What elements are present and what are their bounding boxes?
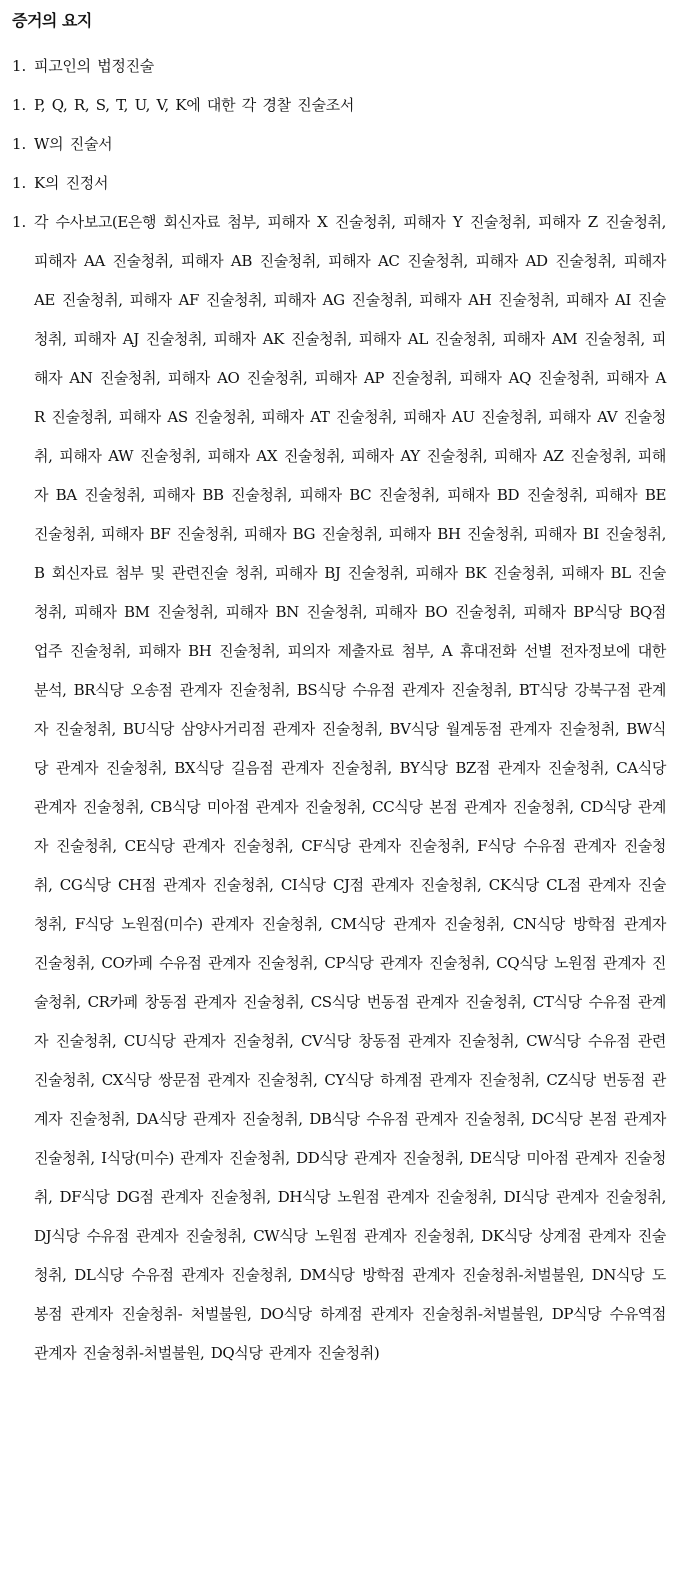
list-item <box>12 86 666 125</box>
item-number: 1. <box>12 57 27 75</box>
item-number: 1. <box>12 213 27 231</box>
item-text: 피고인의 법정진술 <box>34 57 154 75</box>
section-heading: 증거의 요지 <box>12 11 92 30</box>
item-text: P, Q, R, S, T, U, V, K에 대한 각 경찰 진술조서 <box>34 96 355 114</box>
item-text: 각 수사보고(E은행 회신자료 첨부, 피해자 X 진술청취, 피해자 Y 진술청취, 피해자 Z 진술청취, 피해자 AA 진술청취, 피해자 AB 진술청취, 피해자 AC 진술청취, 피해자 AD 진술청취, 피해자 AE 진술청취, 피해자 AF 진술청취, 피해자 AG 진술청취, 피해자 AH 진술청취, 피해자 AI 진술청취, 피해자 AJ 진술청취, 피해자 AK 진술청취, 피해자 AL 진술청취, 피해자 AM 진술청취, 피해자 AN 진술청취, 피해자 AO 진술청취, 피해자 AP 진술청취, 피해자 AQ 진술청취, 피해자 AR 진술청취, 피해자 AS 진술청취, 피해자 AT 진술청취, 피해자 AU 진술청취, 피해자 AV 진술청취, 피해자 AW 진술청취, 피해자 AX 진술청취, 피해자 AY 진술청취, 피해자 AZ 진술청취, 피해자 BA 진술청취, 피해자 BB 진술청취, 피해자 BC 진술청취, 피해자 BD 진술청취, 피해자 BE 진술청취, 피해자 BF 진술청취, 피해자 BG 진술청취, 피해자 BH 진술청취, 피해자 BI 진술청취, B 회신자료 첨부 및 관련진술 청취, 피해자 BJ 진술청취, 피해자 BK 진술청취, 피해자 BL 진술청취, 피해자 BM 진술청취, 피해자 BN 진술청취, 피해자 BO 진술청취, 피해자 BP식당 BQ점 업주 진술청취, 피해자 BH 진술청취, 피의자 제출자료 첨부, A 휴대전화 선별 전자정보에 대한 분석, BR식당 오송점 관계자 진술청취, BS식당 수유점 관계자 진술청취, BT식당 강북구점 관계자 진술청취, BU식당 삼양사거리점 관계자 진술청취, BV식당 월계동점 관계자 진술청취, BW식당 관계자 진술청취, BX식당 길음점 관계자 진술청취, BY식당 BZ점 관계자 진술청취, CA식당 관계자 진술청취, CB식당 미아점 관계자 진술청취, CC식당 본점 관계자 진술청취, CD식당 관계자 진술청취, CE식당 관계자 진술청취, CF식당 관계자 진술청취, F식당 수유점 관계자 진술청취, CG식당 CH점 관계자 진술청취, CI식당 CJ점 관계자 진술청취, CK식당 CL점 관계자 진술청취, F식당 노원점(미수) 관계자 진술청취, CM식당 관계자 진술청취, CN식당 방학점 관계자 진술청취, CO카페 수유점 관계자 진술청취, CP식당 관계자 진술청취, CQ식당 노원점 관계자 진술청취, CR카페 창동점 관계자 진술청취, CS식당 번동점 관계자 진술청취, CT식당 수유점 관계자 진술청취, CU식당 관계자 진술청취, CV식당 창동점 관계자 진술청취, CW식당 수유점 관련 진술청취, CX식당 쌍문점 관계자 진술청취, CY식당 하계점 관계자 진술청취, CZ식당 번동점 관계자 진술청취, DA식당 관계자 진술청취, DB식당 수유점 관계자 진술청취, DC식당 본점 관계자 진술청취, I식당(미수) 관계자 진술청취, DD식당 관계자 진술청취, DE식당 미아점 관계자 진술청취, DF식당 DG점 관계자 진술청취, DH식당 노원점 관계자 진술청취, DI식당 관계자 진술청취, DJ식당 수유점 관계자 진술청취, CW식당 노원점 관계자 진술청취, DK식당 상계점 관계자 진술청취, DL식당 수유점 관계자 진술청취, DM식당 방학점 관계자 진술청취-처벌불원, DN식당 도봉점 관계자 진술청취- 처벌불원, DO식당 하계점 관계자 진술청취-처벌불원, DP식당 수유역점 관계자 진술청취-처벌불원, DQ식당 관계자 진술청취) <box>34 213 666 1362</box>
item-number: 1. <box>12 135 27 153</box>
item-number: 1. <box>12 174 27 192</box>
list-item <box>12 47 666 86</box>
list-item <box>12 164 666 203</box>
list-item <box>12 203 666 1373</box>
item-number: 1. <box>12 96 27 114</box>
evidence-list <box>12 47 666 1373</box>
item-text: K의 진정서 <box>34 174 109 192</box>
item-text: W의 진술서 <box>34 135 113 153</box>
list-item <box>12 125 666 164</box>
